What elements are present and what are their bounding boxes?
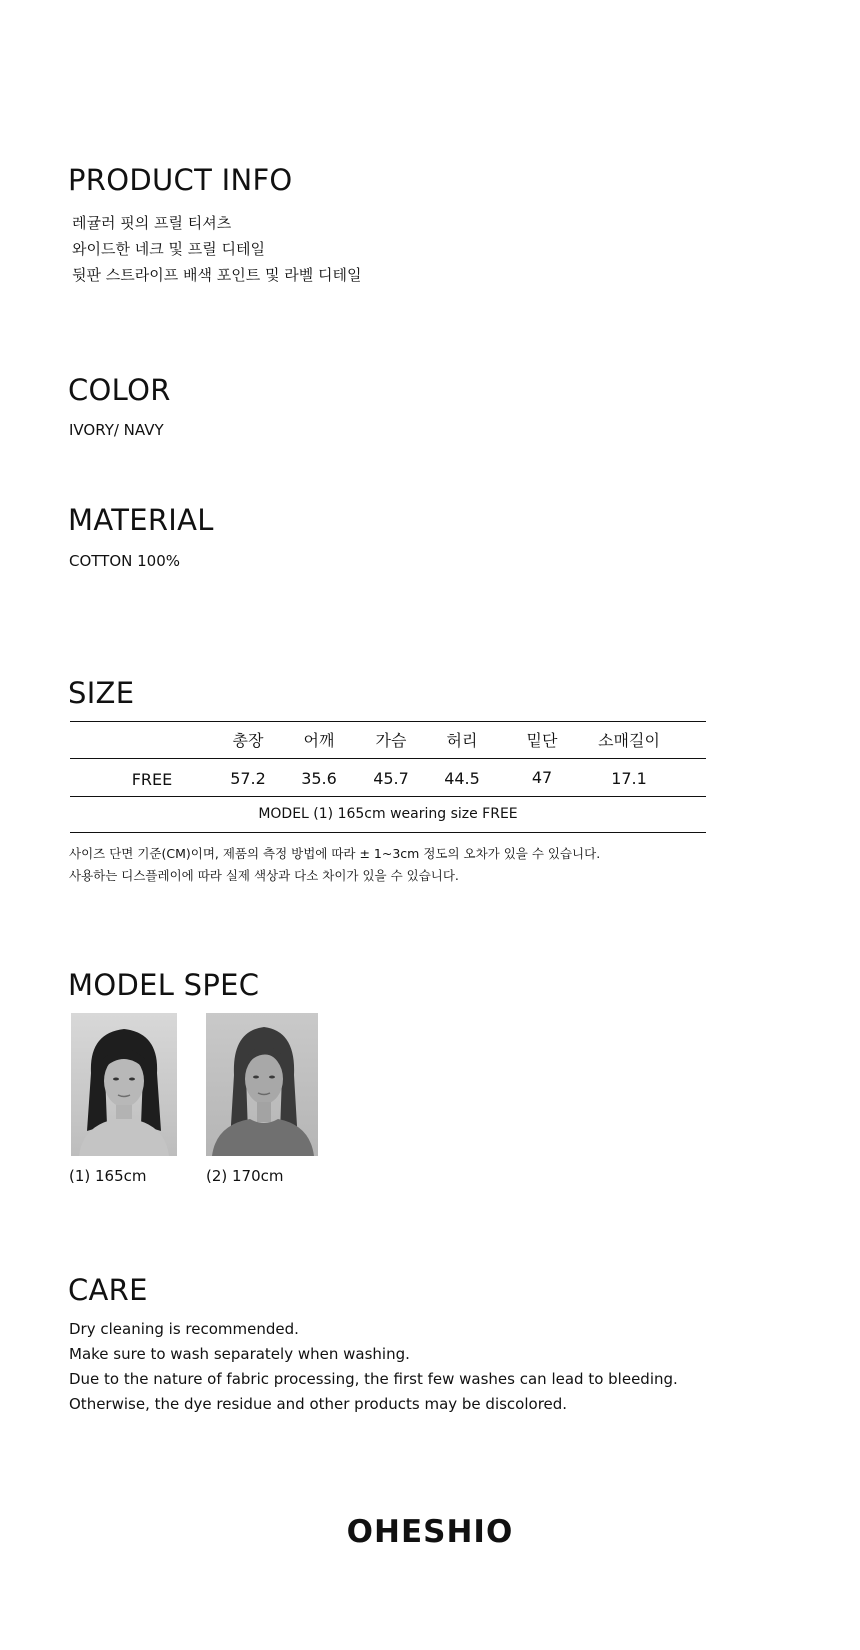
product-info-line-1: 레귤러 핏의 프릴 티셔츠	[72, 214, 232, 232]
size-col-shoulder: 어깨	[303, 731, 335, 750]
product-info-heading: PRODUCT INFO	[68, 163, 293, 197]
size-note-2: 사용하는 디스플레이에 따라 실제 색상과 다소 차이가 있을 수 있습니다.	[69, 868, 459, 883]
model-label-1: (1) 165cm	[69, 1167, 147, 1185]
care-heading: CARE	[68, 1273, 148, 1307]
size-value-chest: 45.7	[373, 769, 409, 788]
product-info-line-3: 뒷판 스트라이프 배색 포인트 및 라벨 디테일	[72, 266, 362, 284]
table-rule-bottom	[70, 832, 706, 833]
size-col-total-length: 총장	[232, 731, 264, 750]
size-col-waist: 허리	[446, 731, 478, 750]
table-rule-row	[70, 796, 706, 797]
model-photo-1	[71, 1013, 177, 1156]
size-value-hem: 47	[531, 768, 553, 787]
size-value-shoulder: 35.6	[301, 769, 337, 788]
size-heading: SIZE	[68, 676, 135, 710]
size-col-chest: 가슴	[375, 731, 407, 750]
size-note-1: 사이즈 단면 기준(CM)이며, 제품의 측정 방법에 따라 ± 1~3cm 정도의 오차가 있을 수 있습니다.	[69, 846, 601, 861]
size-model-note: MODEL (1) 165cm wearing size FREE	[258, 806, 518, 822]
size-value-sleeve-length: 17.1	[611, 769, 647, 788]
care-line-4: Otherwise, the dye residue and other products may be discolored.	[69, 1395, 568, 1413]
care-line-2: Make sure to wash separately when washing.	[69, 1345, 410, 1363]
size-value-total-length: 57.2	[230, 769, 266, 788]
size-col-sleeve-length: 소매길이	[598, 731, 660, 750]
color-heading: COLOR	[68, 373, 171, 407]
color-value: IVORY/ NAVY	[69, 421, 164, 439]
care-line-1: Dry cleaning is recommended.	[69, 1320, 299, 1338]
care-line-3: Due to the nature of fabric processing, the first few washes can lead to bleeding.	[69, 1370, 678, 1388]
model-label-2: (2) 170cm	[206, 1167, 284, 1185]
table-rule-top	[70, 721, 706, 722]
material-value: COTTON 100%	[69, 552, 181, 570]
table-rule-header	[70, 758, 706, 759]
model-photo-2	[206, 1013, 318, 1156]
material-heading: MATERIAL	[68, 503, 214, 537]
brand-logo: OHESHIO	[346, 1514, 514, 1550]
size-col-hem: 밑단	[526, 731, 558, 750]
size-row-label: FREE	[131, 770, 173, 789]
product-info-line-2: 와이드한 네크 및 프릴 디테일	[72, 240, 265, 258]
size-value-waist: 44.5	[444, 769, 480, 788]
model-spec-heading: MODEL SPEC	[68, 968, 260, 1002]
